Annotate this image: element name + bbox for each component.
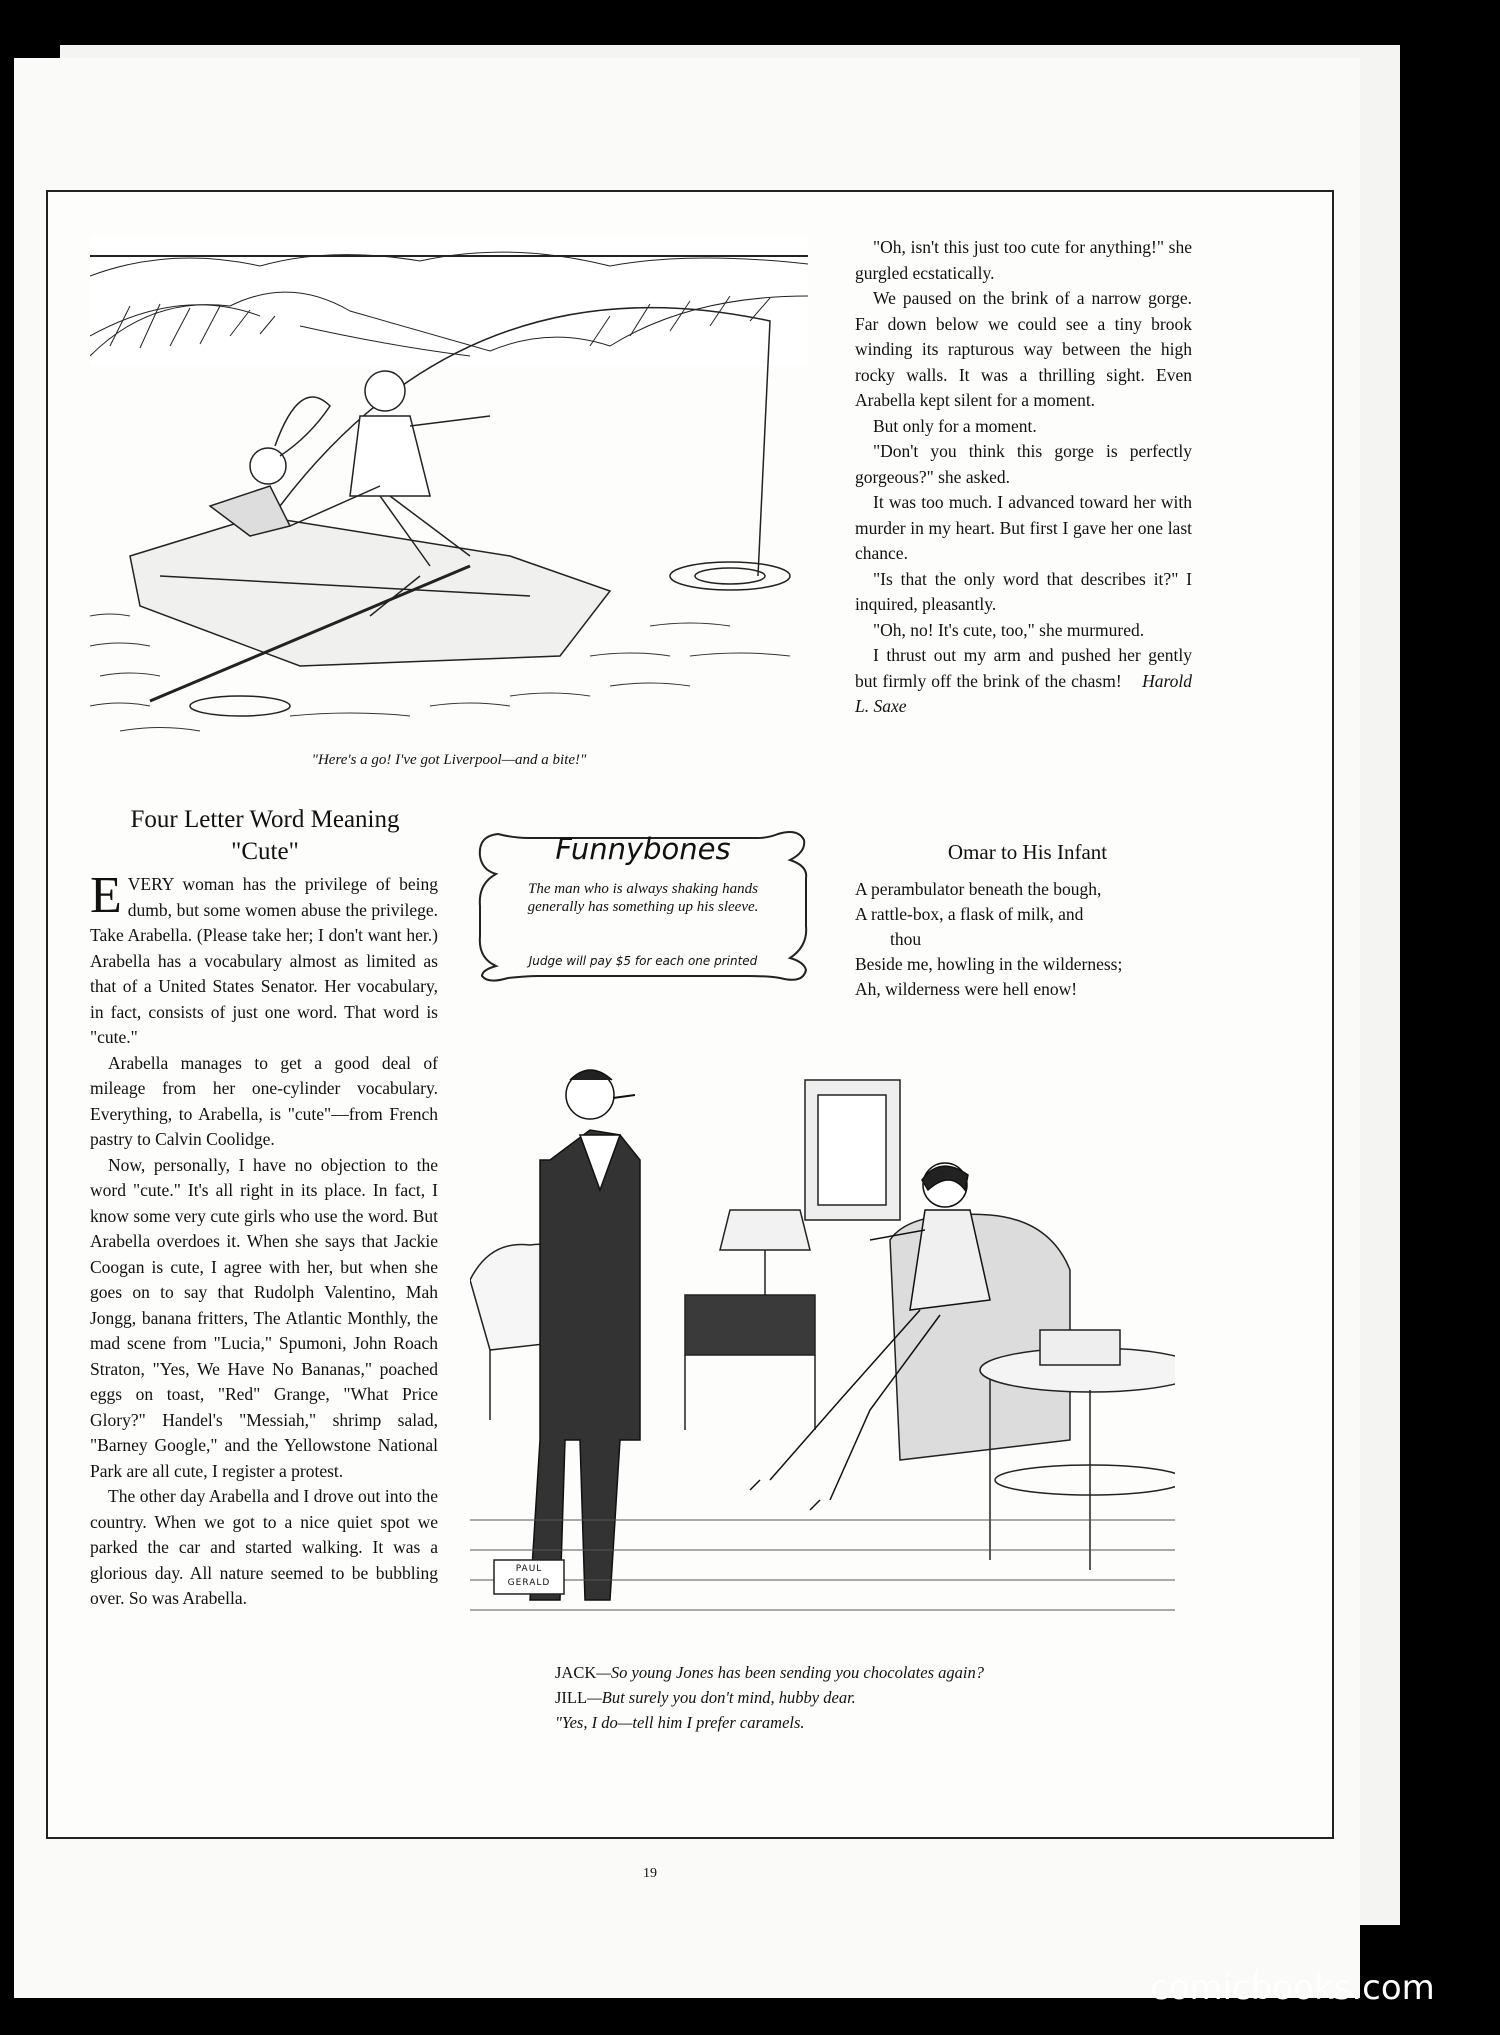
poem-line-4: Beside me, howling in the wilderness; (855, 954, 1123, 974)
artist-signature: PAUL GERALD (507, 1564, 551, 1588)
article-paragraph-5: "Oh, isn't this just too cute for anything!" she gurgled ecstatically. (855, 237, 1192, 283)
article-paragraph-4: The other day Arabella and I drove out into the country. When we got to a nice quiet spot we parked the car and started walking. It was a glorious day. All nature seemed to be bubbling over. So was Arabella. (90, 1486, 438, 1608)
article-title-line1: Four Letter Word Meaning (130, 806, 400, 833)
article-paragraph-8: "Don't you think this gorge is perfectly gorgeous?" she asked. (855, 441, 1192, 487)
fishing-cartoon (90, 236, 808, 736)
article-paragraph-2: Arabella manages to get a good deal of mileage from her one-cylinder vocabulary. Everything, to Arabella, is "cute"—from French pastry to Calvin Coolidge. (90, 1052, 438, 1149)
article-paragraph-1: VERY woman has the privilege of being dumb, but some women abuse the privilege. Take Arabella. (Please take her; I don't want her.) Arabella has a vocabulary almost as limited as that of a United States Senator. Her vocabulary, in fact, consists of just one word. That word is "cute." (90, 874, 438, 1047)
dropcap: E (90, 867, 122, 924)
couple-illustration (470, 1040, 1175, 1630)
caption-line-3: "Yes, I do—tell him I prefer caramels. (555, 1713, 805, 1732)
site-watermark: comicbooks.com (1150, 1968, 1435, 2008)
couple-caption (555, 1660, 1175, 1735)
article-title (90, 804, 440, 868)
speaker-jill: JILL (555, 1688, 588, 1707)
article-paragraph-12 (855, 643, 1192, 720)
article-paragraph-3: Now, personally, I have no objection to the word "cute." It's all right in its place. In fact, I know some very cute girls who use the word. But Arabella overdoes it. When she says that Jackie Coogan is cute, I agree with her, but when she goes on to say that Rudolph Valentino, Mah Jongg, banana fritters, The Atlantic Monthly, the mad scene from "Lucia," Spumoni, John Roach Straton, "Yes, We Have No Bananas," poached eggs on toast, "Red" Grange, "What Price Glory?" Handel's "Messiah," shrimp salad, "Barney Google," and the Yellowstone National Park are all cute, I register a protest. (90, 1154, 438, 1481)
funnybones-joke: The man who is always shaking hands generally has something up his sleeve. (527, 881, 759, 915)
funnybones-title: Funnybones (555, 832, 731, 866)
article-paragraph-6: We paused on the brink of a narrow gorge. Far down below we could see a tiny brook winding its rapturous way between the high rocky walls. It was a thrilling sight. Even Arabella kept silent for a moment. (855, 288, 1192, 410)
poem-line-5: Ah, wilderness were hell enow! (855, 979, 1078, 999)
article-author: Harold L. Saxe (855, 670, 1192, 716)
page-number: 19 (643, 1866, 657, 1881)
caption-text-2: —But surely you don't mind, hubby dear. (587, 1688, 856, 1707)
article-paragraph-9: It was too much. I advanced toward her with murder in my heart. But first I gave her one last chance. (855, 492, 1192, 563)
caption-line-2 (555, 1685, 1175, 1710)
funnybones-box (468, 826, 818, 986)
article-last-sentence: I thrust out my arm and pushed her gently but firmly off the brink of the chasm! (855, 645, 1192, 691)
article-paragraph-7: But only for a moment. (873, 415, 1037, 436)
article-paragraph-10: "Is that the only word that describes it?" I inquired, pleasantly. (855, 568, 1192, 614)
article-title-line2: "Cute" (231, 838, 299, 865)
article-body-right (855, 235, 1192, 720)
poem-line-3: thou (890, 929, 922, 949)
poem (855, 840, 1200, 1002)
poem-title: Omar to His Infant (947, 840, 1108, 864)
fishing-illustration (90, 236, 808, 736)
poem-line-2: A rattle-box, a flask of milk, and (855, 904, 1084, 924)
article-paragraph-11: "Oh, no! It's cute, too," she murmured. (873, 619, 1145, 640)
funnybones-offer: Judge will pay $5 for each one printed (528, 954, 758, 968)
speaker-jack: JACK (555, 1663, 597, 1682)
caption-text-1: —So young Jones has been sending you chocolates again? (596, 1663, 984, 1682)
fishing-caption: "Here's a go! I've got Liverpool—and a bite!" (311, 752, 587, 768)
article-body-left (90, 867, 438, 1612)
poem-line-1: A perambulator beneath the bough, (855, 879, 1102, 899)
caption-line-1 (555, 1660, 1175, 1685)
couple-cartoon (470, 1040, 1175, 1630)
